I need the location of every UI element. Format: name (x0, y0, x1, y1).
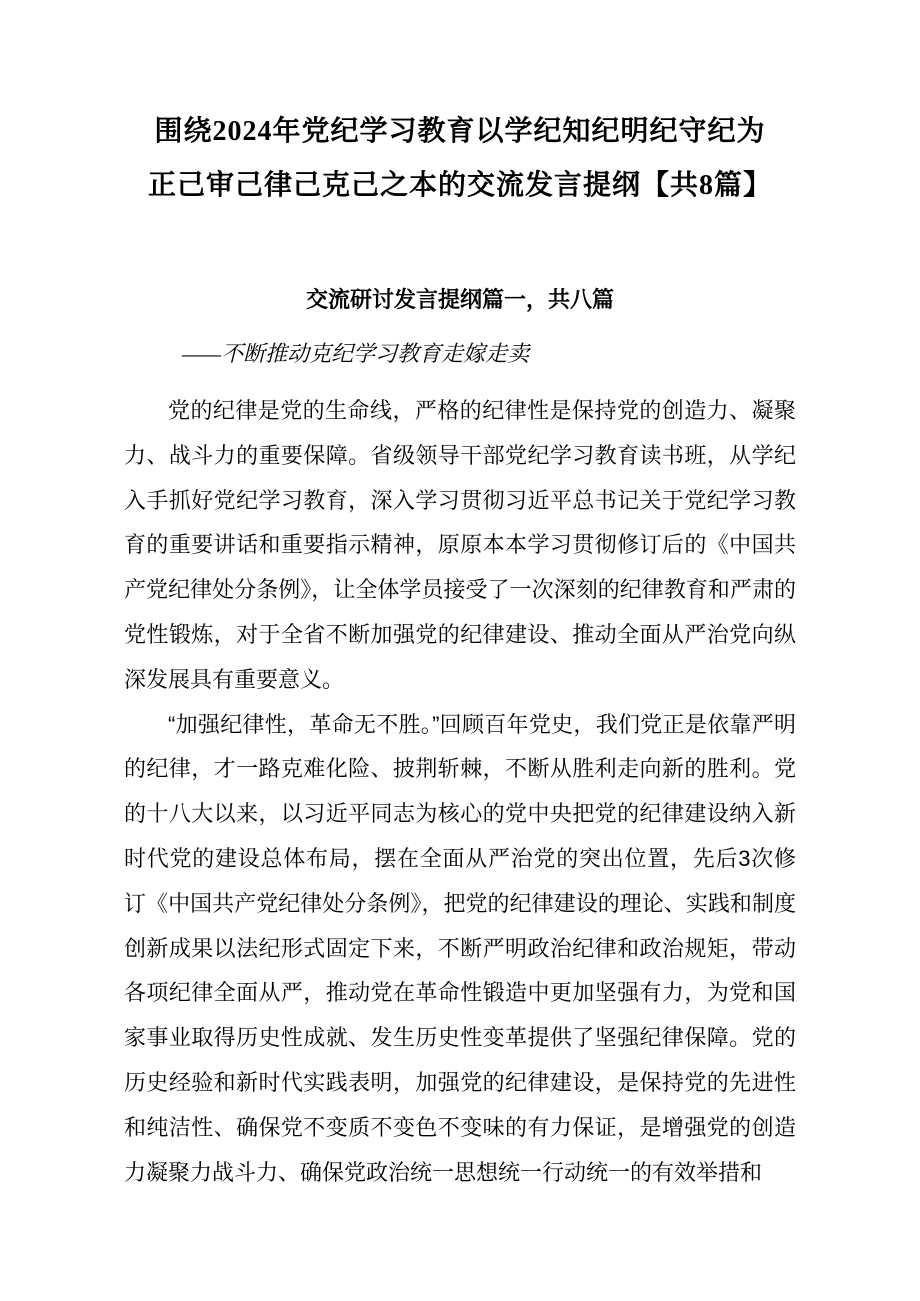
document-body (124, 389, 796, 1195)
epigraph-line: ——不断推动克纪学习教育走嫁走卖 (182, 341, 530, 366)
body-paragraph-2: “加强纪律性，革命无不胜。”回顾百年党史，我们党正是依靠严明的纪律，才一路克难化险、披荆斩棘，不断从胜利走向新的胜利。党的十八大以来，以习近平同志为核心的党中央把党的纪律建设纳入新时代党的建设总体布局，摆在全面从严治党的突出位置，先后3次修订《中国共产党纪律处分条例》，把党的纪律建设的理论、实践和制度创新成果以法纪形式固定下来，不断严明政治纪律和政治规矩，带动各项纪律全面从严，推动党在革命性锻造中更加坚强有力，为党和国家事业取得历史性成就、发生历史性变革提供了坚强纪律保障。党的历史经验和新时代实践表明，加强党的纪律建设，是保持党的先进性和纯洁性、确保党不变质不变色不变味的有力保证，是增强党的创造力凝聚力战斗力、确保党政治统一思想统一行动统一的有效举措和 (124, 711, 796, 1185)
section-heading: 交流研讨发言提纲篇一，共八篇 (305, 287, 614, 312)
document-title-line-2: 正己审己律己克己之本的交流发言提纲【共8篇】 (147, 170, 772, 201)
body-paragraph-1: 党的纪律是党的生命线，严格的纪律性是保持党的创造力、凝聚力、战斗力的重要保障。省级领导干部党纪学习教育读书班，从学纪入手抓好党纪学习教育，深入学习贯彻习近平总书记关于党纪学习教育的重要讲话和重要指示精神，原原本本学习贯彻修订后的《中国共产党纪律处分条例》，让全体学员接受了一次深刻的纪律教育和严肃的党性锻炼，对于全省不断加强党的纪律建设、推动全面从严治党向纵深发展具有重要意义。 (124, 398, 796, 692)
document-title (124, 0, 796, 213)
document-title-line-1: 围绕2024年党纪学习教育以学纪知纪明纪守纪为 (154, 116, 766, 147)
